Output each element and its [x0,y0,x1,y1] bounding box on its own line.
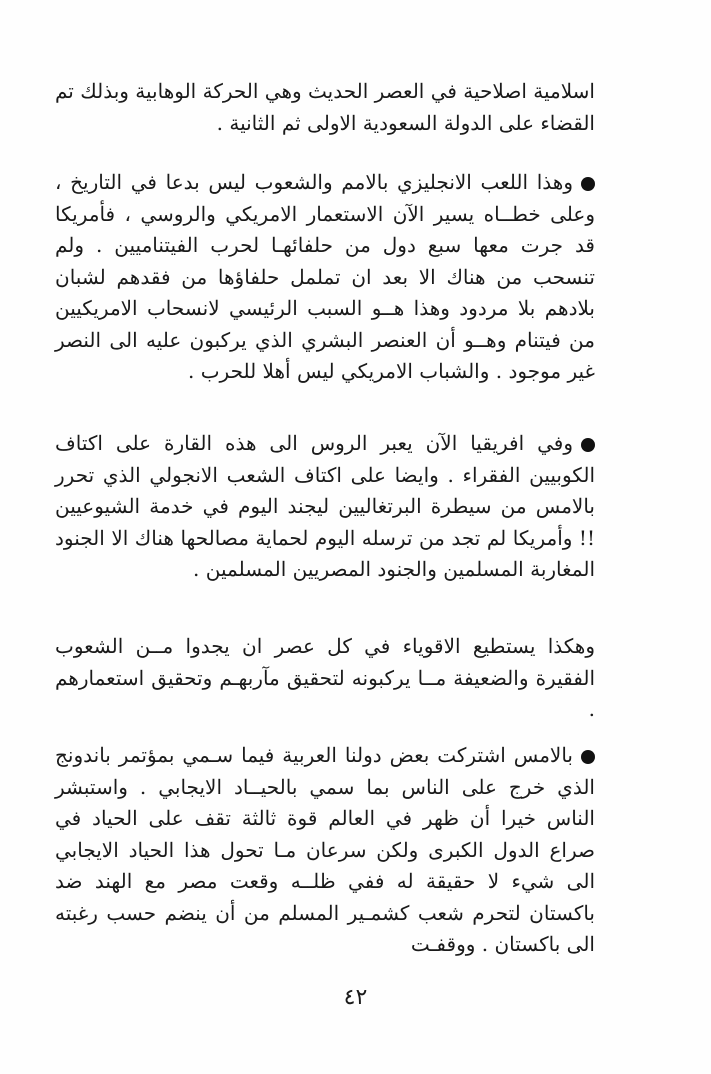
page-number: ٤٢ [343,985,368,1010]
bullet-icon [581,438,595,452]
bullet-icon [581,177,595,191]
paragraph-3 [55,428,595,586]
paragraph-5 [55,740,595,961]
bullet-icon [581,750,595,764]
paragraph-text: بالامس اشتركت بعض دولنا العربية فيما سـمي بمؤتمر باندونج الذي خرج على الناس بما سمي بالحيــاد الايجابي . واستبشر الناس خيرا أن ظهر في العالم قوة ثالثة تقف على الحياد في صراع الدول الكبرى ولكن سرعان مـا تحول هذا الحياد الايجابي الى شيء لا حقيقة له ففي ظلــه وقعت مصر مع الهند ضد باكستان لتحرم شعب كشمـير المسلم من أن ينضم حسب رغبته الى باكستان . ووقفـت [55,743,595,956]
paragraph-1 [55,76,595,139]
paragraph-text: وفي افريقيا الآن يعبر الروس الى هذه القارة على اكتاف الكوبيين الفقراء . وايضا على اكتاف الشعب الانجولي الذي تحرر بالامس من سيطرة البرتغاليين ليجند اليوم في خدمة الشيوعيين !! وأمريكا لم تجد من ترسله اليوم لحماية مصالحها هناك الا الجنود المغاربة المسلمين والجنود المصريين المسلمين . [55,431,595,581]
paragraph-text: وهكذا يستطيع الاقوياء في كل عصر ان يجدوا مــن الشعوب الفقيرة والضعيفة مــا يركبونه لتحقيق مآربهـم وتحقيق استعمارهم . [55,634,595,721]
paragraph-4 [55,631,595,726]
paragraph-2 [55,167,595,388]
paragraph-text: وهذا اللعب الانجليزي بالامم والشعوب ليس بدعا في التاريخ ، وعلى خطــاه يسير الآن الاستعمار الامريكي والروسي ، فأمريكا قد جرت معها سبع دول من حلفائهـا لحرب الفيتناميين . ولم تنسحب من هناك الا بعد ان تململ حلفاؤها من فقدهم لشبان بلادهم بلا مردود وهذا هــو السبب الرئيسي لانسحاب الامريكيين من فيتنام وهــو أن العنصر البشري الذي يركبون عليه الى النصر غير موجود . والشباب الامريكي ليس أهلا للحرب . [55,170,595,383]
paragraph-text: اسلامية اصلاحية في العصر الحديث وهي الحركة الوهابية وبذلك تم القضاء على الدولة السعودية الاولى ثم الثانية . [55,79,595,135]
